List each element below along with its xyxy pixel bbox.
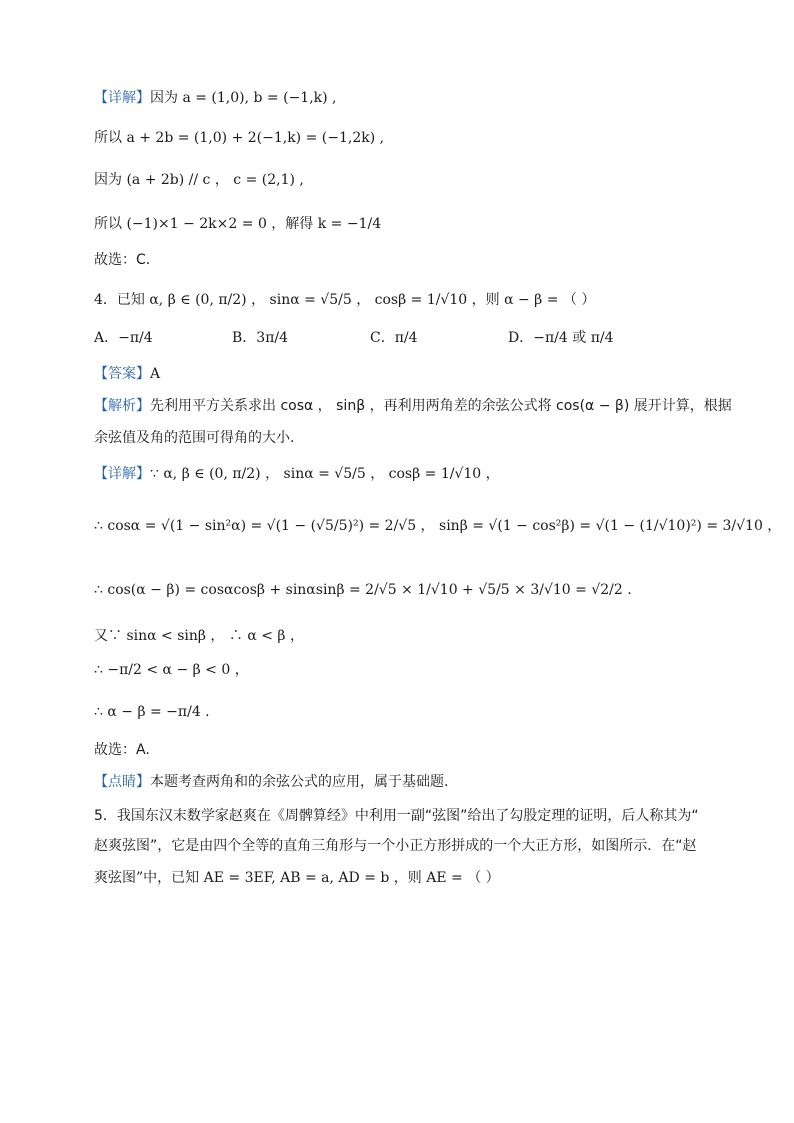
- text: A: [150, 366, 161, 382]
- text: ∴ α − β = −π/4 .: [94, 704, 210, 720]
- text: 因为 a = (1,0), b = (−1,k) ,: [150, 90, 337, 106]
- detail-line-2: [94, 128, 384, 148]
- text: 故选：A.: [94, 742, 150, 758]
- analysis-line-2: [94, 428, 294, 448]
- question-4: [94, 290, 595, 310]
- text: ∵ α, β ∈ (0, π/2) ， sinα = √5/5 ， cosβ = 1/√10 ，: [150, 466, 500, 482]
- analysis-tag: 【解析】: [94, 398, 150, 414]
- text: 故选：C.: [94, 252, 151, 268]
- option-d: [508, 328, 614, 348]
- detail-4-line-5: [94, 660, 249, 680]
- question-5-line-2: [94, 836, 697, 856]
- text: 5．我国东汉末数学家赵爽在《周髀算经》中利用一副“弦图”给出了勾股定理的证明，后人称其为“: [94, 808, 699, 824]
- text: 又∵ sinα < sinβ ， ∴ α < β ，: [94, 628, 304, 644]
- option-b: [232, 328, 288, 348]
- detail-4-line-3: [94, 580, 632, 600]
- choice-line-2: [94, 740, 150, 760]
- text: 先利用平方关系求出 cosα ， sinβ ，再利用两角差的余弦公式将 cos(α − β) 展开计算，根据: [150, 398, 732, 414]
- option-label: A．: [94, 330, 119, 346]
- text: 爽弦图”中，已知 AE = 3EF, AB = a, AD = b ，则 AE = （ ）: [94, 870, 500, 886]
- option-value: 3π/4: [256, 330, 289, 346]
- text: ∴ cosα = √(1 − sin²α) = √(1 − (√5/5)²) = 2/√5 ， sinβ = √(1 − cos²β) = √(1 − (1/√10)²) = 3/√10 ，: [94, 518, 782, 534]
- option-value: −π/4 或 π/4: [533, 330, 614, 346]
- text: ∴ −π/2 < α − β < 0 ，: [94, 662, 249, 678]
- detail-4-line-4: [94, 626, 304, 646]
- detail-line-4: [94, 214, 381, 234]
- detail-4-line-6: [94, 702, 210, 722]
- answer-line: [94, 364, 160, 384]
- detail-line-3: [94, 170, 304, 190]
- text: 本题考查两角和的余弦公式的应用，属于基础题.: [150, 774, 449, 790]
- analysis-line-1: [94, 396, 732, 416]
- text: ∴ cos(α − β) = cosαcosβ + sinαsinβ = 2/√5 × 1/√10 + √5/5 × 3/√10 = √2/2 .: [94, 582, 632, 598]
- text: 余弦值及角的范围可得角的大小.: [94, 430, 295, 446]
- detail-tag: 【详解】: [94, 466, 150, 482]
- detail-line-1: [94, 88, 337, 108]
- detail-tag: 【详解】: [94, 90, 150, 106]
- answer-tag: 【答案】: [94, 366, 150, 382]
- text: 4．已知 α, β ∈ (0, π/2) ， sinα = √5/5 ， cosβ = 1/√10 ，则 α − β = （ ）: [94, 292, 596, 308]
- detail-4-line-2: [94, 516, 781, 536]
- text: 所以 (−1)×1 − 2k×2 = 0 ，解得 k = −1/4: [94, 216, 382, 232]
- option-c: [370, 328, 418, 348]
- question-5-line-3: [94, 868, 500, 888]
- text: 因为 (a + 2b) // c ， c = (2,1) ,: [94, 172, 304, 188]
- detail-4-line-1: [94, 464, 500, 484]
- option-value: −π/4: [118, 330, 153, 346]
- option-label: D．: [508, 330, 534, 346]
- remark-line: [94, 772, 448, 792]
- choice-line: [94, 250, 150, 270]
- option-label: C．: [370, 330, 395, 346]
- text: 所以 a + 2b = (1,0) + 2(−1,k) = (−1,2k) ,: [94, 130, 385, 146]
- option-a: [94, 328, 153, 348]
- question-5-line-1: [94, 806, 699, 826]
- option-value: π/4: [394, 330, 418, 346]
- remark-tag: 【点睛】: [94, 774, 150, 790]
- option-label: B．: [232, 330, 257, 346]
- text: 赵爽弦图”，它是由四个全等的直角三角形与一个小正方形拼成的一个大正方形，如图所示．在“赵: [94, 838, 697, 854]
